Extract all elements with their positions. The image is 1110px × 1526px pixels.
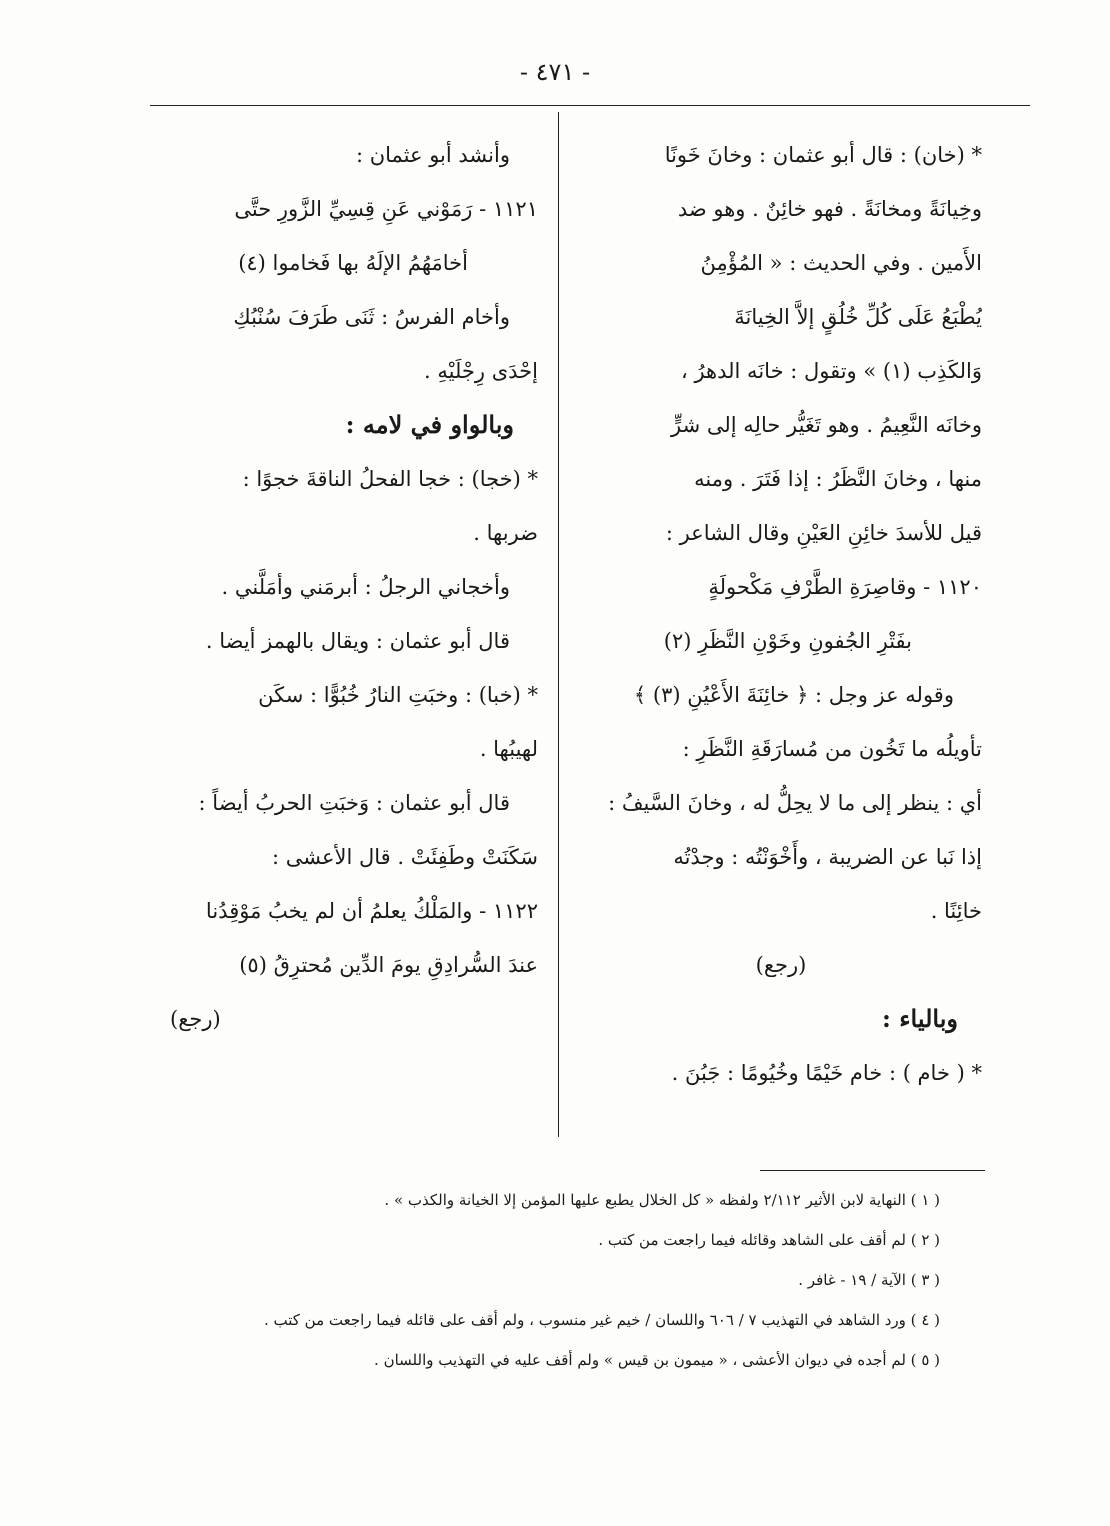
text-line: وقوله عز وجل : ﴿ خائِنَةَ الأَعْيُنِ (٣) ﴾ (633, 683, 954, 707)
text-line: قيل للأسدَ خائِنِ العَيْنِ وقال الشاعر : (665, 521, 982, 545)
text-line: منها ، وخانَ النَّظَرُ : إذا فَتَرَ . ومنه (694, 467, 982, 491)
text-line: * (خان) : قال أبو عثمان : وخانَ خَونًا (664, 143, 982, 167)
text-line: قال أبو عثمان : وَخبَتِ الحربُ أيضاً : (198, 791, 510, 815)
verse-1122-first: ١١٢٢ - والمَلْكُ يعلمُ أن لم يخبُ مَوْقِدُنا (205, 899, 538, 923)
footnotes (150, 1180, 940, 1380)
text-line: لهيبُها . (479, 737, 538, 761)
column-divider (558, 112, 559, 1137)
header-rule (150, 105, 1030, 106)
text-line: وَالكَذِب (١) » وتقول : خانَه الدهرُ ، (681, 359, 982, 383)
verse-1120-second: بفَتْرِ الجُفونِ وخَوْنِ النَّظَرِ (٢) (663, 629, 912, 653)
text-line: وأخجاني الرجلُ : أبرمَني وأمَلَّني . (221, 575, 510, 599)
text-line: وأنشد أبو عثمان : (355, 143, 510, 167)
text-line: إحْدَى رِجْلَيْهِ . (424, 359, 538, 383)
text-line: سَكَنَتْ وطَفِئَتْ . قال الأعشى : (272, 845, 538, 869)
return-marker: (رجع) (755, 953, 807, 977)
text-line: وخِيانَةً ومخانَةً . فهو خائِنٌ . وهو ضد (677, 197, 982, 221)
text-line: الأَمين . وفي الحديث : « المُؤْمِنُ (700, 251, 982, 275)
verse-1121-first: ١١٢١ - رَمَوْني عَنِ قِسِيِّ الزَّورِ حتَّى (234, 197, 538, 221)
verse-1120-first: ١١٢٠ - وقاصِرَةِ الطَّرْفِ مَكْحولَةٍ (708, 575, 982, 599)
footnote-4: ( ٤ ) ورد الشاهد في التهذيب ٧ / ٦٠٦ واللسان / خيم غير منسوب ، ولم أقف على قائله فيما راجعت من كتب . (263, 1311, 940, 1329)
text-line: وأخام الفرسُ : ثَنَى طَرَفَ سُنْبُكِ (233, 305, 510, 329)
verse-1121-second: أخامَهُمُ الإلَهُ بها فَخاموا (٤) (238, 251, 468, 275)
footnote-2: ( ٢ ) لم أقف على الشاهد وقائله فيما راجعت من كتب . (598, 1231, 940, 1249)
left-column (158, 128, 538, 1046)
section-heading: وبالواو في لامه : (345, 410, 514, 439)
text-line: * (خبا) : وخبَتِ النارُ خُبُوًّا : سكَن (258, 683, 538, 707)
footnote-rule (760, 1170, 985, 1171)
text-line: يُطْبَعُ عَلَى كُلِّ خُلُقٍ إلاَّ الخِيانَةَ (734, 305, 982, 329)
text-line: إذا نَبا عن الضريبة ، وأَخْوَنْتُه : وجدْتُه (673, 845, 982, 869)
text-line: ضربها . (473, 521, 538, 545)
text-line: تأويلُه ما تَخُون من مُسارَقَةِ النَّظَرِ : (682, 737, 982, 761)
right-column (580, 128, 982, 1100)
text-line: خائِنًا . (930, 899, 982, 923)
verse-1122-second: عندَ السُّرادِقِ يومَ الدِّين مُحترِقُ (٥) (239, 953, 538, 977)
return-marker: (رجع) (170, 1007, 221, 1031)
footnote-3: ( ٣ ) الآية / ١٩ - غافر . (798, 1271, 940, 1289)
text-line: وخانَه النَّعِيمُ . وهو تَغَيُّر حالِه إلى شرٍّ (671, 413, 982, 437)
text-line: قال أبو عثمان : ويقال بالهمز أيضا . (205, 629, 510, 653)
page-number: - ٤٧١ - (519, 58, 591, 86)
section-heading: وبالياء : (882, 1004, 958, 1033)
entry-khaam: * ( خام ) : خام خَيْمًا وخُيُومًا : جَبُنَ . (671, 1061, 982, 1085)
footnote-5: ( ٥ ) لم أجده في ديوان الأعشى ، « ميمون بن قيس » ولم أقف عليه في التهذيب واللسان . (374, 1351, 940, 1369)
text-line: أي : ينظر إلى ما لا يحِلُّ له ، وخانَ السَّيفُ : (608, 791, 982, 815)
text-line: * (خجا) : خجا الفحلُ الناقةَ خجوًا : (242, 467, 538, 491)
footnote-1: ( ١ ) النهاية لابن الأثير ٢/١١٢ ولفظه « كل الخلال يطبع عليها المؤمن إلا الخيانة والكذب » . (384, 1191, 940, 1209)
